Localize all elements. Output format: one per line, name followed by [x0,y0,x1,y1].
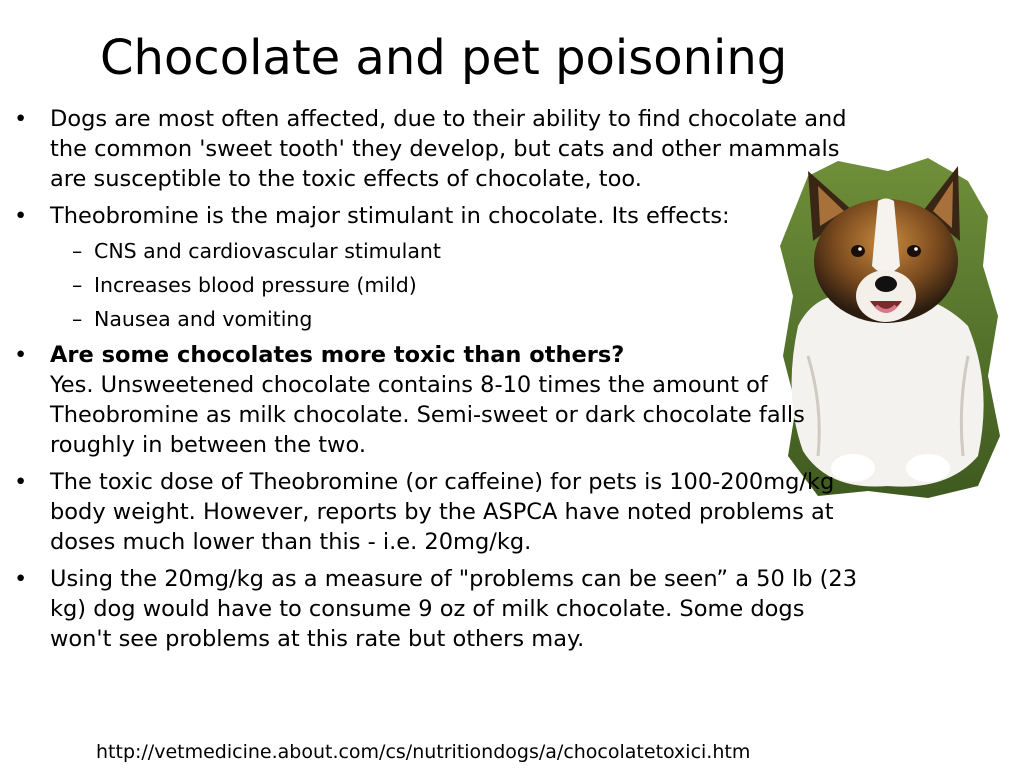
slide-title: Chocolate and pet poisoning [100,30,788,86]
question-answer: Yes. Unsweetened chocolate contains 8-10 times the amount of Theobromine as milk chocolate. Semi-sweet or dark chocolate falls roughly in between the two. [50,372,805,458]
bullet-list [0,104,880,661]
bullet-toxicity-question [0,340,880,460]
bullet-theobromine: • Theobromine is the major stimulant in chocolate. Its effects: [0,201,880,231]
bullet-dogs-affected: • Dogs are most often affected, due to their ability to find chocolate and the common 'sweet tooth' they develop, but cats and other mammals are susceptible to the toxic effects of chocolate, too. [0,104,880,194]
sub-bullet-nausea: – Nausea and vomiting [0,306,880,333]
bullet-20mg-example: • Using the 20mg/kg as a measure of "problems can be seen” a 50 lb (23 kg) dog would have to consume 9 oz of milk chocolate. Some dogs won't see problems at this rate but others may. [0,564,880,654]
bullet-toxic-dose: • The toxic dose of Theobromine (or caffeine) for pets is 100-200mg/kg body weight. However, reports by the ASPCA have noted problems at doses much lower than this - i.e. 20mg/kg. [0,467,880,557]
question-heading: • Are some chocolates more toxic than others? [50,342,625,368]
source-url[interactable]: http://vetmedicine.about.com/cs/nutritiondogs/a/chocolatetoxici.htm [96,741,751,763]
sub-bullet-cns: – CNS and cardiovascular stimulant [0,238,880,265]
sub-bullet-blood-pressure: – Increases blood pressure (mild) [0,272,880,299]
